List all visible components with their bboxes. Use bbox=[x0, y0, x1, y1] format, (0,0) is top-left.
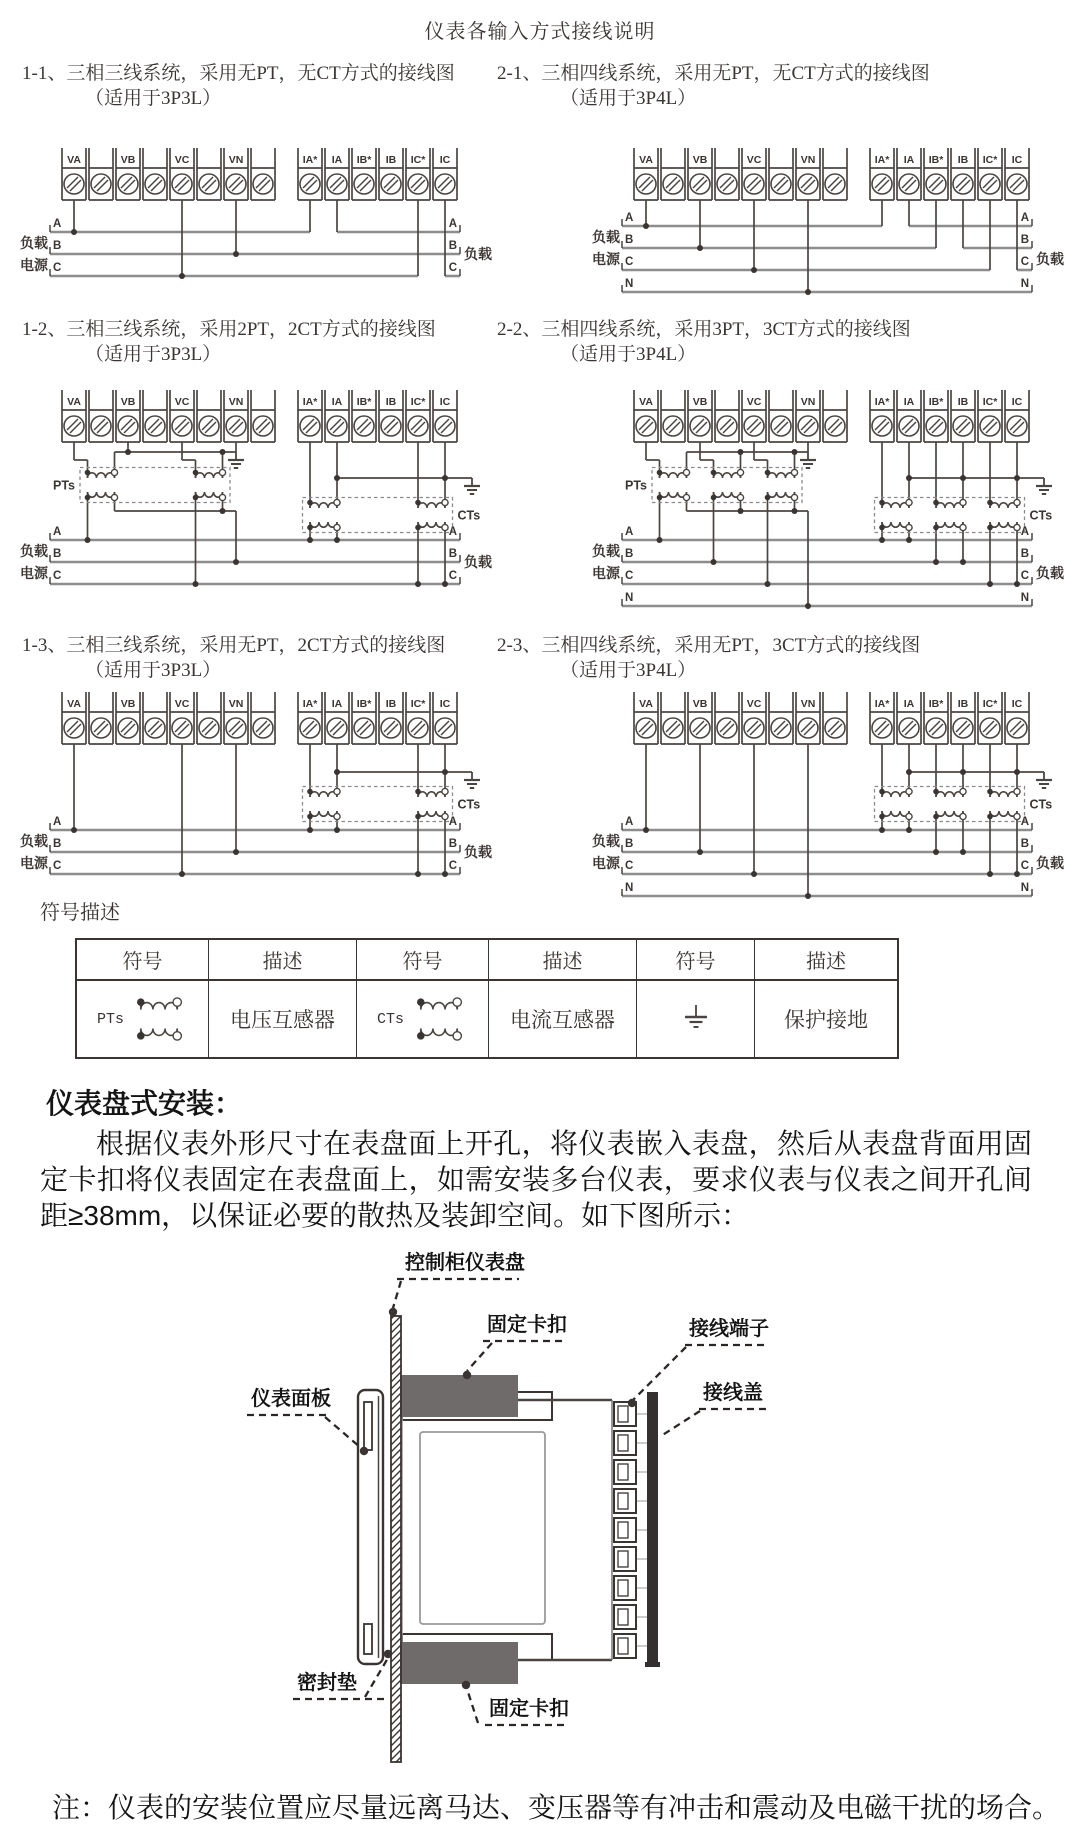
svg-text:IA*: IA* bbox=[874, 396, 890, 408]
svg-text:VA: VA bbox=[639, 154, 653, 166]
ground-symbol-cell bbox=[637, 981, 755, 1057]
svg-text:B: B bbox=[1020, 838, 1029, 850]
svg-text:负载: 负载 bbox=[592, 229, 620, 245]
heading-subline: （适用于3P4L） bbox=[560, 87, 697, 109]
svg-text:C: C bbox=[448, 570, 457, 582]
svg-text:C: C bbox=[625, 570, 634, 582]
svg-text:B: B bbox=[625, 838, 634, 850]
heading-subline: （适用于3P4L） bbox=[560, 343, 697, 365]
svg-text:电源: 电源 bbox=[20, 855, 48, 871]
svg-text:B: B bbox=[1020, 234, 1029, 246]
svg-text:IC: IC bbox=[439, 698, 451, 710]
svg-text:IB*: IB* bbox=[356, 396, 372, 408]
svg-text:C: C bbox=[1020, 860, 1029, 872]
heading-line: 2-1、三相四线系统，采用无PT，无CT方式的接线图 bbox=[497, 63, 930, 84]
svg-text:VN: VN bbox=[228, 698, 244, 710]
svg-text:A: A bbox=[53, 816, 62, 828]
svg-text:PTs: PTs bbox=[625, 478, 647, 493]
svg-text:VN: VN bbox=[800, 698, 816, 710]
svg-text:B: B bbox=[1020, 548, 1029, 560]
svg-text:VN: VN bbox=[800, 154, 816, 166]
svg-text:A: A bbox=[448, 816, 457, 828]
svg-text:负载: 负载 bbox=[464, 554, 492, 570]
svg-text:IB*: IB* bbox=[928, 396, 944, 408]
svg-text:IB: IB bbox=[957, 698, 969, 710]
svg-text:IA: IA bbox=[903, 698, 915, 710]
wiring-diagram-2-2 bbox=[592, 390, 1062, 622]
svg-text:IB*: IB* bbox=[356, 698, 372, 710]
heading-1-1 bbox=[22, 62, 455, 111]
svg-text:B: B bbox=[625, 234, 634, 246]
svg-text:N: N bbox=[1020, 882, 1029, 894]
heading-2-1 bbox=[497, 62, 930, 111]
svg-text:IA: IA bbox=[903, 396, 915, 408]
svg-text:负载: 负载 bbox=[592, 543, 620, 559]
svg-text:VB: VB bbox=[120, 396, 136, 408]
svg-text:接线端子: 接线端子 bbox=[689, 1318, 769, 1340]
heading-2-3 bbox=[497, 634, 920, 683]
install-heading: 仪表盘式安装： bbox=[46, 1088, 243, 1119]
svg-text:VN: VN bbox=[228, 154, 244, 166]
svg-text:IB: IB bbox=[385, 698, 397, 710]
svg-text:IB: IB bbox=[385, 396, 397, 408]
svg-text:IC: IC bbox=[1011, 154, 1023, 166]
svg-text:C: C bbox=[625, 860, 634, 872]
svg-text:A: A bbox=[53, 526, 62, 538]
svg-text:B: B bbox=[448, 838, 457, 850]
svg-text:VB: VB bbox=[120, 698, 136, 710]
svg-text:VC: VC bbox=[174, 698, 190, 710]
heading-subline: （适用于3P3L） bbox=[85, 343, 222, 365]
symbol-table bbox=[75, 938, 899, 1059]
svg-text:IC: IC bbox=[439, 154, 451, 166]
svg-text:A: A bbox=[625, 816, 634, 828]
svg-text:VC: VC bbox=[746, 698, 762, 710]
svg-text:B: B bbox=[53, 548, 62, 560]
svg-text:负载: 负载 bbox=[20, 833, 48, 849]
svg-text:VB: VB bbox=[692, 698, 708, 710]
svg-text:C: C bbox=[448, 860, 457, 872]
svg-text:C: C bbox=[448, 262, 457, 274]
svg-text:B: B bbox=[53, 838, 62, 850]
svg-text:IC*: IC* bbox=[410, 154, 426, 166]
svg-text:IB: IB bbox=[957, 396, 969, 408]
svg-text:B: B bbox=[448, 548, 457, 560]
wiring-diagram-2-1 bbox=[592, 148, 1062, 308]
svg-text:固定卡扣: 固定卡扣 bbox=[487, 1314, 567, 1336]
heading-line: 2-3、三相四线系统，采用无PT，3CT方式的接线图 bbox=[497, 635, 921, 656]
svg-text:VB: VB bbox=[692, 396, 708, 408]
svg-text:IC: IC bbox=[1011, 698, 1023, 710]
svg-text:B: B bbox=[448, 240, 457, 252]
svg-text:负载: 负载 bbox=[20, 235, 48, 251]
svg-text:IC*: IC* bbox=[982, 154, 998, 166]
bottom-note: 注：仪表的安装位置应尽量远离马达、变压器等有冲击和震动及电磁干扰的场合。 bbox=[52, 1792, 1061, 1823]
svg-text:VA: VA bbox=[639, 396, 653, 408]
svg-text:负载: 负载 bbox=[1036, 855, 1064, 871]
svg-text:VC: VC bbox=[746, 396, 762, 408]
svg-text:IA: IA bbox=[331, 698, 343, 710]
svg-text:负载: 负载 bbox=[464, 844, 492, 860]
install-paragraph: 根据仪表外形尺寸在表盘面上开孔，将仪表嵌入表盘，然后从表盘背面用固定卡扣将仪表固定在表盘面上，如需安装多台仪表，要求仪表与仪表之间开孔间距≥38mm，以保证必要的散热及装卸空间。如下图所示： bbox=[40, 1128, 1032, 1231]
svg-text:密封垫: 密封垫 bbox=[297, 1672, 357, 1694]
svg-text:IB*: IB* bbox=[928, 698, 944, 710]
svg-text:IA*: IA* bbox=[874, 698, 890, 710]
installation-diagram bbox=[195, 1242, 795, 1782]
svg-text:A: A bbox=[625, 212, 634, 224]
svg-text:IB*: IB* bbox=[928, 154, 944, 166]
ct-symbol-cell bbox=[357, 981, 489, 1057]
wiring-diagram-1-1 bbox=[20, 148, 490, 292]
svg-text:IA: IA bbox=[331, 396, 343, 408]
svg-text:C: C bbox=[53, 860, 62, 872]
ct-desc-cell: 电流互感器 bbox=[489, 981, 637, 1057]
svg-text:IA: IA bbox=[903, 154, 915, 166]
svg-text:CTs: CTs bbox=[1029, 797, 1053, 812]
page-title: 仪表各输入方式接线说明 bbox=[424, 21, 656, 43]
svg-text:负载: 负载 bbox=[1036, 565, 1064, 581]
svg-text:VC: VC bbox=[746, 154, 762, 166]
svg-text:IC: IC bbox=[439, 396, 451, 408]
ground-icon bbox=[678, 1002, 714, 1036]
svg-text:IC*: IC* bbox=[982, 396, 998, 408]
svg-text:VC: VC bbox=[174, 154, 190, 166]
svg-text:VB: VB bbox=[692, 154, 708, 166]
svg-text:IC*: IC* bbox=[410, 396, 426, 408]
svg-text:负载: 负载 bbox=[592, 833, 620, 849]
svg-text:IC*: IC* bbox=[982, 698, 998, 710]
svg-text:IB: IB bbox=[385, 154, 397, 166]
svg-text:IB*: IB* bbox=[356, 154, 372, 166]
heading-line: 1-2、三相三线系统，采用2PT，2CT方式的接线图 bbox=[22, 319, 436, 340]
svg-text:IC: IC bbox=[1011, 396, 1023, 408]
svg-text:电源: 电源 bbox=[592, 251, 620, 267]
heading-2-2 bbox=[497, 318, 911, 367]
heading-line: 1-3、三相三线系统，采用无PT，2CT方式的接线图 bbox=[22, 635, 446, 656]
svg-text:C: C bbox=[1020, 256, 1029, 268]
svg-text:C: C bbox=[53, 570, 62, 582]
svg-text:负载: 负载 bbox=[1036, 251, 1064, 267]
svg-text:N: N bbox=[625, 278, 634, 290]
svg-text:C: C bbox=[625, 256, 634, 268]
heading-1-2 bbox=[22, 318, 436, 367]
svg-text:VA: VA bbox=[67, 154, 81, 166]
symbol-table-header: 描述 bbox=[489, 940, 637, 981]
svg-text:VB: VB bbox=[120, 154, 136, 166]
symbol-table-header: 符号 bbox=[357, 940, 489, 981]
svg-text:VC: VC bbox=[174, 396, 190, 408]
svg-text:A: A bbox=[448, 526, 457, 538]
svg-text:N: N bbox=[625, 592, 634, 604]
transformer-icon bbox=[410, 993, 468, 1045]
svg-text:A: A bbox=[1020, 212, 1029, 224]
svg-text:A: A bbox=[53, 218, 62, 230]
svg-text:CTs: CTs bbox=[1029, 508, 1053, 523]
symbol-table-header: 描述 bbox=[209, 940, 357, 981]
wiring-diagram-1-3 bbox=[20, 692, 490, 890]
symbol-table-header: 描述 bbox=[755, 940, 897, 981]
svg-text:接线盖: 接线盖 bbox=[703, 1382, 763, 1404]
pt-symbol-label: PTs bbox=[96, 1010, 124, 1028]
ground-desc-cell: 保护接地 bbox=[784, 1008, 868, 1032]
ct-symbol-label: CTs bbox=[376, 1010, 404, 1028]
svg-text:VA: VA bbox=[67, 396, 81, 408]
svg-text:A: A bbox=[1020, 816, 1029, 828]
symbol-table-header: 符号 bbox=[77, 940, 209, 981]
svg-text:C: C bbox=[1020, 570, 1029, 582]
svg-text:C: C bbox=[53, 262, 62, 274]
heading-line: 1-1、三相三线系统，采用无PT，无CT方式的接线图 bbox=[22, 63, 455, 84]
symbol-table-header: 符号 bbox=[637, 940, 755, 981]
symbol-section-heading: 符号描述 bbox=[40, 902, 120, 924]
heading-subline: （适用于3P4L） bbox=[560, 659, 697, 681]
wiring-diagram-2-3 bbox=[592, 692, 1062, 912]
pt-symbol-cell bbox=[77, 981, 209, 1057]
svg-text:B: B bbox=[625, 548, 634, 560]
svg-text:CTs: CTs bbox=[457, 797, 481, 812]
svg-text:负载: 负载 bbox=[464, 246, 492, 262]
heading-1-3 bbox=[22, 634, 445, 683]
svg-text:IA*: IA* bbox=[302, 396, 318, 408]
svg-text:负载: 负载 bbox=[20, 543, 48, 559]
svg-text:A: A bbox=[448, 218, 457, 230]
svg-text:IC*: IC* bbox=[410, 698, 426, 710]
svg-text:VA: VA bbox=[639, 698, 653, 710]
svg-text:仪表面板: 仪表面板 bbox=[251, 1388, 331, 1410]
svg-text:A: A bbox=[1020, 526, 1029, 538]
wiring-diagram-1-2 bbox=[20, 390, 490, 600]
svg-text:N: N bbox=[1020, 278, 1029, 290]
svg-text:PTs: PTs bbox=[53, 478, 75, 493]
svg-text:CTs: CTs bbox=[457, 508, 481, 523]
svg-text:VA: VA bbox=[67, 698, 81, 710]
heading-line: 2-2、三相四线系统，采用3PT，3CT方式的接线图 bbox=[497, 319, 911, 340]
svg-text:IA: IA bbox=[331, 154, 343, 166]
svg-text:电源: 电源 bbox=[592, 565, 620, 581]
svg-text:IA*: IA* bbox=[874, 154, 890, 166]
svg-text:电源: 电源 bbox=[592, 855, 620, 871]
svg-text:控制柜仪表盘: 控制柜仪表盘 bbox=[405, 1252, 525, 1274]
svg-text:VN: VN bbox=[228, 396, 244, 408]
svg-text:N: N bbox=[1020, 592, 1029, 604]
svg-text:IA*: IA* bbox=[302, 698, 318, 710]
heading-subline: （适用于3P3L） bbox=[85, 659, 222, 681]
heading-subline: （适用于3P3L） bbox=[85, 87, 222, 109]
svg-text:B: B bbox=[53, 240, 62, 252]
svg-text:A: A bbox=[625, 526, 634, 538]
svg-text:IB: IB bbox=[957, 154, 969, 166]
svg-text:IA*: IA* bbox=[302, 154, 318, 166]
transformer-icon bbox=[130, 993, 188, 1045]
svg-text:N: N bbox=[625, 882, 634, 894]
pt-desc-cell: 电压互感器 bbox=[209, 981, 357, 1057]
svg-text:电源: 电源 bbox=[20, 565, 48, 581]
svg-text:固定卡扣: 固定卡扣 bbox=[489, 1698, 569, 1720]
svg-text:电源: 电源 bbox=[20, 257, 48, 273]
svg-text:VN: VN bbox=[800, 396, 816, 408]
